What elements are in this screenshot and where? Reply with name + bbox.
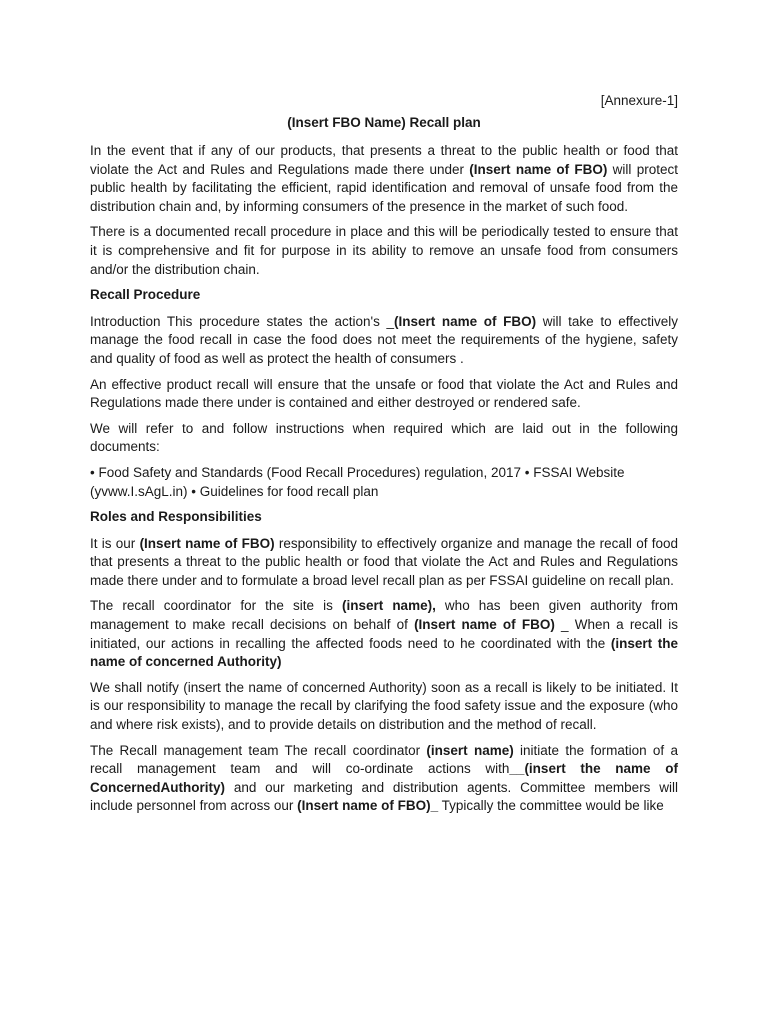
text-span: will take to effectively manage the food recall in case the food does not meet the requirements of the hygiene, safety and quality of food as well as protect the health of consumers . — [90, 313, 678, 366]
text-span: The recall coordinator for the site is — [90, 598, 342, 614]
text-span: _ When a recall is initiated, our actions in recalling the affected foods need to he coordinated with the — [90, 617, 678, 651]
fbo-placeholder: (Insert name of FBO)_ — [297, 798, 439, 814]
responsibility-paragraph — [90, 535, 678, 591]
name-placeholder: (insert name), — [341, 598, 436, 614]
fbo-placeholder: (Insert name of FBO) — [394, 313, 537, 329]
text-span: and our marketing and distribution agents. Committee members will include personnel from across our — [90, 779, 678, 814]
document-title: (Insert FBO Name) Recall plan — [287, 115, 481, 130]
effective-recall-paragraph: An effective product recall will ensure that the unsafe or food that violate the Act and Rules and Regulations made there under is contained and either destroyed or rendered safe. — [90, 376, 678, 411]
text-span: will protect public health by facilitating the efficient, rapid identification and removal of unsafe food from the distribution chain and, by informing consumers of the presence in the market of such food. — [90, 161, 678, 214]
text-span: initiate the formation of a recall management team and will co-ordinate actions with — [90, 742, 678, 777]
introduction-paragraph — [90, 313, 678, 369]
intro-paragraph — [90, 142, 678, 216]
name-placeholder: (insert name) — [426, 742, 514, 758]
text-span: The Recall management team The recall coordinator — [90, 742, 427, 758]
documents-list-paragraph: • Food Safety and Standards (Food Recall Procedures) regulation, 2017 • FSSAI Website (yvww.I.sAgL.in) • Guidelines for food recall plan — [90, 464, 625, 499]
text-span: In the event that if any of our products, that presents a threat to the public health or food that violate the Act and Rules and Regulations made there under — [90, 143, 678, 177]
authority-placeholder: __(insert the name of ConcernedAuthority) — [90, 761, 678, 795]
fbo-placeholder: (Insert name of FBO) — [469, 161, 608, 177]
text-span: It is our — [90, 535, 140, 551]
fbo-placeholder: (Insert name of FBO) — [414, 617, 555, 633]
text-span: responsibility to effectively organize and manage the recall of food that presents a threat to the public health or food that violate the Act and Rules and Regulations made there under and to formulate a broad level recall plan as per FSSAI guideline on recall plan. — [90, 535, 678, 588]
management-team-paragraph — [90, 742, 678, 816]
annexure-label: [Annexure-1] — [600, 93, 678, 108]
authority-placeholder: (insert the name of concerned Authority) — [90, 635, 678, 670]
text-span: Introduction This procedure states the action's _ — [90, 313, 395, 329]
text-span: who has been given authority from management to make recall decisions on behalf of — [90, 598, 678, 633]
text-span: Typically the committee would be like — [438, 798, 664, 814]
notify-paragraph: We shall notify (insert the name of concerned Authority) soon as a recall is likely to be initiated. It is our responsibility to manage the recall by clarifying the food safety issue and the exposure (who and where risk exists), and to provide details on distribution and the method of recall. — [90, 679, 678, 733]
procedure-paragraph: There is a documented recall procedure in place and this will be periodically tested to ensure that it is comprehensive and fit for purpose in its ability to remove an unsafe food from consumers and/or the distribution chain. — [90, 224, 678, 277]
coordinator-paragraph — [90, 597, 678, 671]
heading-recall-procedure: Recall Procedure — [90, 287, 201, 303]
heading-roles: Roles and Responsibilities — [90, 509, 262, 525]
refer-paragraph: We will refer to and follow instructions when required which are laid out in the following documents: — [90, 420, 678, 455]
fbo-placeholder: (Insert name of FBO) — [139, 535, 275, 551]
